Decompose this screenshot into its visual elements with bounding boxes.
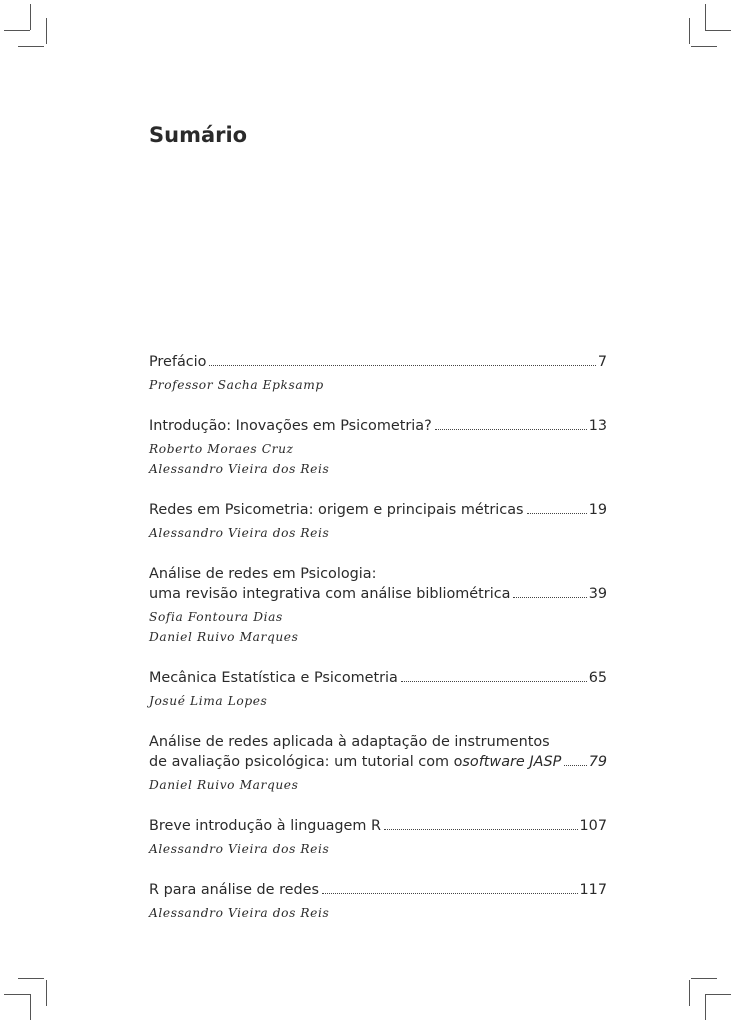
crop-mark <box>705 994 706 1020</box>
dot-leader <box>209 365 595 366</box>
entry-title: Breve introdução à linguagem R <box>149 818 381 834</box>
page-number: 39 <box>588 586 607 602</box>
author-name: Roberto Moraes Cruz <box>149 442 294 456</box>
entry-title: Prefácio <box>149 354 207 370</box>
author-list <box>149 523 607 543</box>
toc-entry[interactable] <box>149 668 607 711</box>
table-of-contents <box>149 352 607 944</box>
crop-mark <box>705 994 731 995</box>
toc-entry[interactable] <box>149 416 607 479</box>
author-list <box>149 607 607 647</box>
toc-entry[interactable] <box>149 880 607 923</box>
author-list <box>149 775 607 795</box>
dot-leader <box>401 681 587 682</box>
author-name: Alessandro Vieira dos Reis <box>149 462 330 476</box>
toc-entry[interactable] <box>149 352 607 395</box>
crop-mark <box>30 994 31 1020</box>
crop-mark <box>18 46 44 47</box>
author-list <box>149 439 607 479</box>
crop-mark <box>689 18 690 44</box>
page-number: 19 <box>588 502 607 518</box>
author-name: Alessandro Vieira dos Reis <box>149 906 330 920</box>
toc-entry[interactable] <box>149 816 607 859</box>
entry-title: de avaliação psicológica: um tutorial com o <box>149 754 463 770</box>
entry-title: Mecânica Estatística e Psicometria <box>149 670 398 686</box>
entry-title: uma revisão integrativa com análise bibliométrica <box>149 586 511 602</box>
entry-title: Análise de redes em Psicologia: <box>149 566 377 582</box>
author-list <box>149 375 607 395</box>
crop-mark <box>30 4 31 30</box>
author-name: Josué Lima Lopes <box>149 694 268 708</box>
crop-mark <box>705 4 706 30</box>
toc-entry[interactable] <box>149 500 607 543</box>
author-name: Daniel Ruivo Marques <box>149 630 299 644</box>
crop-mark <box>18 978 44 979</box>
page-title: Sumário <box>149 123 248 147</box>
toc-entry[interactable] <box>149 564 607 647</box>
entry-title: R para análise de redes <box>149 882 320 898</box>
author-name: Sofia Fontoura Dias <box>149 610 283 624</box>
crop-mark <box>691 46 717 47</box>
entry-title: Introdução: Inovações em Psicometria? <box>149 418 432 434</box>
crop-mark <box>689 980 690 1006</box>
page-number: 79 <box>588 754 607 770</box>
crop-mark <box>691 978 717 979</box>
dot-leader <box>513 597 586 598</box>
author-name: Alessandro Vieira dos Reis <box>149 842 330 856</box>
page-number: 13 <box>588 418 607 434</box>
entry-title: Análise de redes aplicada à adaptação de instrumentos <box>149 734 550 750</box>
crop-mark <box>46 980 47 1006</box>
page-number: 7 <box>597 354 607 370</box>
dot-leader <box>564 765 586 766</box>
author-name: Professor Sacha Epksamp <box>149 378 324 392</box>
entry-title-emphasis: software JASP <box>462 754 562 770</box>
author-name: Alessandro Vieira dos Reis <box>149 526 330 540</box>
dot-leader <box>384 829 578 830</box>
dot-leader <box>322 893 578 894</box>
page-number: 117 <box>579 882 607 898</box>
entry-title: Redes em Psicometria: origem e principais métricas <box>149 502 524 518</box>
author-list <box>149 903 607 923</box>
author-list <box>149 839 607 859</box>
crop-mark <box>4 30 30 31</box>
author-name: Daniel Ruivo Marques <box>149 778 299 792</box>
crop-mark <box>705 30 731 31</box>
page-number: 65 <box>588 670 607 686</box>
crop-mark <box>46 18 47 44</box>
author-list <box>149 691 607 711</box>
page-number: 107 <box>579 818 607 834</box>
dot-leader <box>435 429 587 430</box>
crop-mark <box>4 994 30 995</box>
dot-leader <box>527 513 587 514</box>
toc-entry[interactable] <box>149 732 607 795</box>
